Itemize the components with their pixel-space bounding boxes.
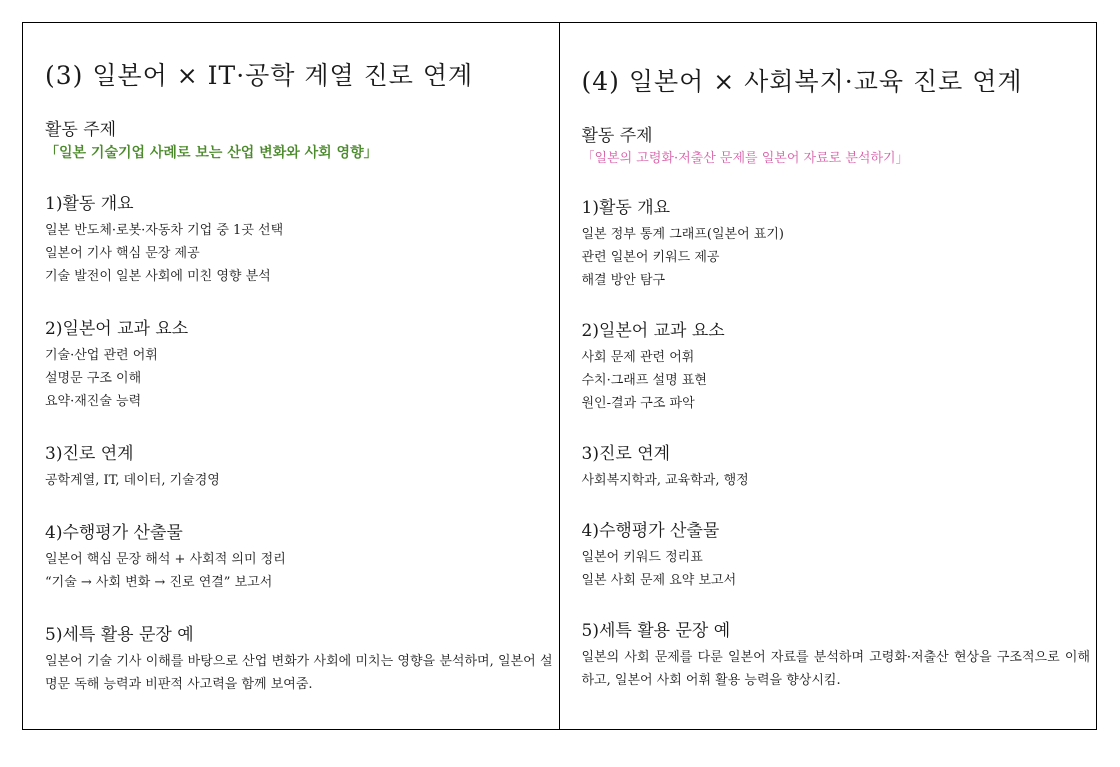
list-item: 일본 정부 통계 그래프(일본어 표기) — [581, 227, 784, 242]
overview-section — [45, 193, 553, 288]
section-heading: 1)활동 개요 — [45, 194, 134, 214]
list-item: 원인-결과 구조 파악 — [581, 396, 695, 411]
right-column — [560, 23, 1097, 729]
overview-section — [582, 197, 1091, 292]
topic-label: 활동 주제 — [45, 120, 117, 140]
section-heading: 3)진로 연계 — [45, 444, 134, 464]
list-item: 수치·그래프 설명 표현 — [581, 373, 707, 388]
assessment-output-section — [582, 520, 1091, 592]
list-item: 설명문 구조 이해 — [45, 371, 142, 386]
section-heading: 5)세특 활용 문장 예 — [45, 625, 194, 645]
example-sentence-section — [582, 620, 1091, 692]
section-heading: 2)일본어 교과 요소 — [581, 321, 725, 341]
section-title: (4) 일본어 × 사회복지·교육 진로 연계 — [581, 67, 1023, 96]
list-item: 일본 반도체·로봇·자동차 기업 중 1곳 선택 — [45, 223, 284, 238]
subject-elements-section — [45, 318, 553, 413]
section-heading: 5)세특 활용 문장 예 — [581, 621, 731, 641]
list-item: 일본어 기사 핵심 문장 제공 — [45, 246, 200, 261]
list-item: 요약·재진술 능력 — [45, 394, 142, 409]
list-item: “기술 → 사회 변화 → 진로 연결” 보고서 — [45, 575, 273, 590]
career-section — [582, 443, 1091, 492]
list-item: 사회 문제 관련 어휘 — [581, 350, 695, 365]
topic-text: 「일본의 고령화·저출산 문제를 일본어 자료로 분석하기」 — [581, 151, 909, 166]
list-item: 기술 발전이 일본 사회에 미친 영향 분석 — [45, 269, 271, 284]
list-item: 일본어 키워드 정리표 — [581, 550, 703, 565]
topic-label: 활동 주제 — [581, 126, 653, 146]
list-item: 관련 일본어 키워드 제공 — [581, 250, 720, 265]
section-title: (3) 일본어 × IT·공학 계열 진로 연계 — [45, 61, 474, 90]
topic-text: 「일본 기술기업 사례로 보는 산업 변화와 사회 영향」 — [45, 145, 378, 161]
list-item: 일본 사회 문제 요약 보고서 — [581, 573, 737, 588]
section-heading: 4)수행평가 산출물 — [45, 523, 183, 543]
section-heading: 4)수행평가 산출물 — [581, 521, 720, 541]
example-paragraph: 일본어 기술 기사 이해를 바탕으로 산업 변화가 사회에 미치는 영향을 분석하며, 일본어 설명문 독해 능력과 비판적 사고력을 함께 보여줌. — [45, 654, 553, 692]
list-item: 일본어 핵심 문장 해석 + 사회적 의미 정리 — [45, 552, 286, 567]
list-item: 공학계열, IT, 데이터, 기술경영 — [45, 473, 220, 488]
left-column — [23, 23, 560, 729]
subject-elements-section — [582, 320, 1091, 415]
example-paragraph: 일본의 사회 문제를 다룬 일본어 자료를 분석하며 고령화·저출산 현상을 구조적으로 이해하고, 일본어 사회 어휘 활용 능력을 향상시킴. — [581, 650, 1090, 688]
career-section — [45, 443, 553, 492]
list-item: 기술·산업 관련 어휘 — [45, 348, 158, 363]
document-frame — [22, 22, 1097, 730]
section-heading: 1)활동 개요 — [581, 198, 671, 218]
assessment-output-section — [45, 522, 553, 594]
section-heading: 3)진로 연계 — [581, 444, 671, 464]
list-item: 사회복지학과, 교육학과, 행정 — [581, 473, 749, 488]
example-sentence-section — [45, 624, 553, 696]
list-item: 해결 방안 탐구 — [581, 273, 666, 288]
section-heading: 2)일본어 교과 요소 — [45, 319, 189, 339]
